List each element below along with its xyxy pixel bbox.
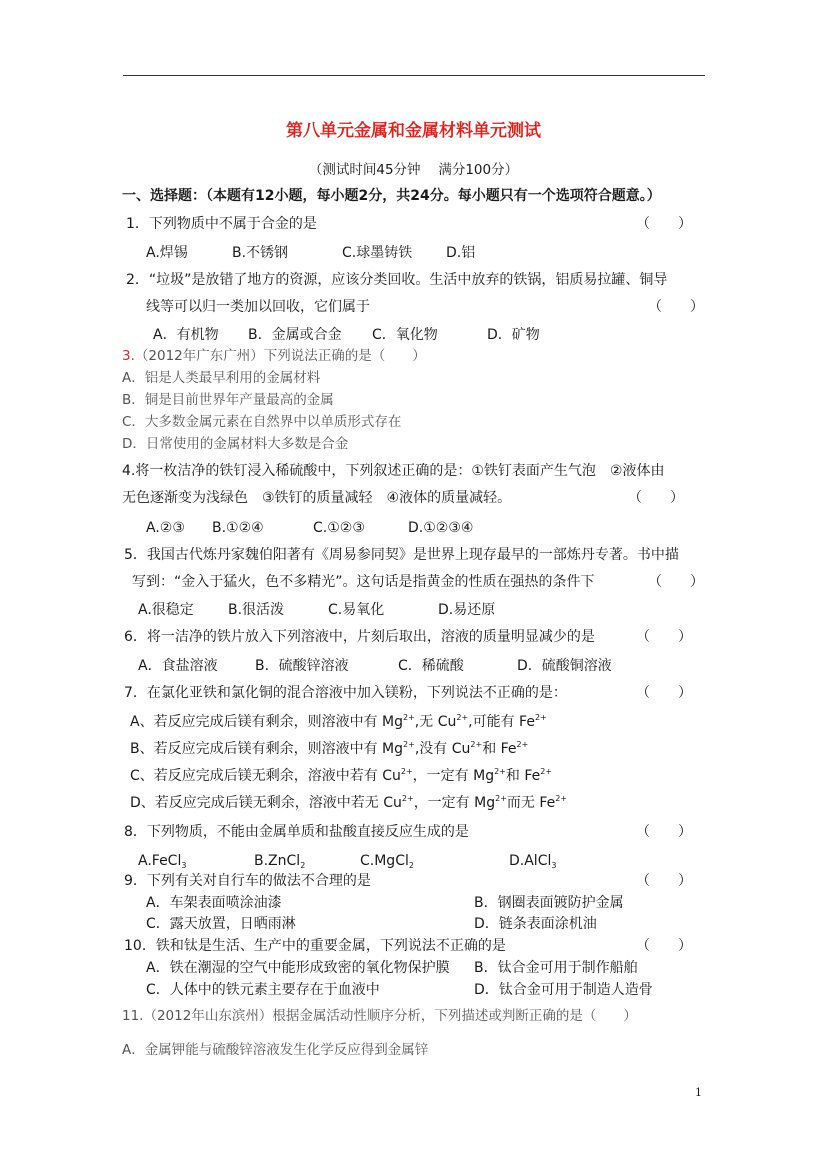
answer-paren: （ ） [636,873,692,889]
question-7-stem: 7．在氯化亚铁和氯化铜的混合溶液中加入镁粉，下列说法不正确的是： [124,685,567,701]
option-b: B.很活泼 [228,602,285,618]
answer-paren: （ ） [648,299,704,315]
option-text: ,无 Cu [414,714,457,730]
ion-charge: 2+ [494,767,506,776]
question-3-stem [122,346,426,366]
subscript: 2 [408,861,414,870]
option-text: 和 Fe [482,741,517,757]
ion-charge: 2+ [456,713,469,722]
answer-paren: （ ） [636,216,692,232]
option-text: ，一定有 Mg [413,795,496,811]
option-a [138,851,186,871]
ion-charge: 2+ [555,794,568,803]
option-text: B.ZnCl [254,853,301,869]
option-d: D．钛合金可用于制造人造骨 [474,982,653,998]
ion-charge: 2+ [540,767,553,776]
option-c: C．稀硫酸 [398,658,464,674]
option-d: D．日常使用的金属材料大多数是合金 [122,436,349,452]
question-2-stem-cont: 线等可以归一类加以回收，它们属于 [146,299,370,315]
option-text: 和 Fe [505,768,541,784]
option-a: A.②③ [146,520,185,536]
option-a: A．铁在潮湿的空气中能形成致密的氧化物保护膜 [146,960,450,976]
ion-charge: 2+ [400,767,413,776]
section-heading: 一、选择题：（本题有12小题，每小题2分，共24分。每小题只有一个选项符合题意。） [122,188,661,204]
option-c: C．露天放置，日晒雨淋 [146,916,296,932]
option-d: D．链条表面涂机油 [474,916,597,932]
answer-paren: （ ） [636,629,692,645]
option-b: B．铜是目前世界年产量最高的金属 [122,392,334,408]
option-a [130,712,547,732]
question-3-text: （2012年广东广州）下列说法正确的是（ ） [134,348,426,364]
question-2-stem: 2．“垃圾”是放错了地方的资源，应该分类回收。生活中放弃的铁锅，铝质易拉罐、铜导 [126,272,668,288]
option-c: C．大多数金属元素在自然界中以单质形式存在 [122,414,402,430]
answer-paren: （ ） [648,574,704,590]
ion-charge: 2+ [401,794,414,803]
question-9-stem: 9．下列有关对自行车的做法不合理的是 [124,873,371,889]
answer-paren: （ ） [628,490,684,506]
test-info: （测试时间45分钟 满分100分） [308,162,519,178]
option-b [254,851,305,871]
question-5-stem: 5．我国古代炼丹家魏伯阳著有《周易参同契》是世界上现存最早的一部炼丹专著。书中描 [124,547,679,563]
option-c: C．氧化物 [372,327,438,343]
option-text: C、若反应完成后镁无剩余，溶液中若有 Cu [130,768,401,784]
option-text: ,可能有 Fe [468,714,535,730]
answer-paren: （ ） [636,824,692,840]
option-b: B．金属或合金 [248,327,342,343]
option-d: D.易还原 [438,602,496,618]
option-text: A.FeCl [138,853,182,869]
header-rule [123,75,705,76]
option-b: B．硫酸锌溶液 [255,658,349,674]
option-a: A．金属钾能与硫酸锌溶液发生化学反应得到金属锌 [122,1042,429,1058]
option-a: A．食盐溶液 [138,658,218,674]
ion-charge: 2+ [516,740,529,749]
option-a: A．铝是人类最早利用的金属材料 [122,370,321,386]
question-8-stem: 8．下列物质，不能由金属单质和盐酸直接反应生成的是 [124,824,469,840]
question-1-stem: 1．下列物质中不属于合金的是 [126,216,317,232]
option-text: B、若反应完成后镁有剩余，则溶液中有 Mg [130,741,404,757]
ion-charge: 2+ [534,713,547,722]
option-text: ,没有 Cu [414,741,471,757]
question-10-stem: 10．铁和钛是生活、生产中的重要金属，下列说法不正确的是 [124,938,506,954]
page-title: 第八单元金属和金属材料单元测试 [286,121,541,141]
option-b: B.①②④ [212,520,264,536]
option-a: A．有机物 [153,327,219,343]
question-11-stem: 11.（2012年山东滨州）根据金属活动性顺序分析，下列描述或判断正确的是（ ） [122,1008,637,1024]
option-c: C.①②③ [313,520,365,536]
option-d [509,851,556,871]
option-b [130,739,528,759]
ion-charge: 2+ [403,740,415,749]
ion-charge: 2+ [495,794,507,803]
option-c [360,851,414,871]
option-text: D、若反应完成后镁无剩余，溶液中若无 Cu [130,795,402,811]
question-5-stem-cont: 写到：“金入于猛火，色不多精光”。这句话是指黄金的性质在强热的条件下 [132,574,595,590]
option-d: D．硫酸铜溶液 [517,658,612,674]
question-4-stem-cont: 无色逐渐变为浅绿色 ③铁钉的质量减轻 ④液体的质量减轻。 [122,490,512,506]
option-d: D.铝 [446,245,476,261]
option-b: B．钢圈表面镀防护金属 [474,895,624,911]
option-a: A.焊锡 [146,245,188,261]
option-text: C.MgCl [360,853,409,869]
option-text: D.AlCl [509,853,552,869]
option-c: C．人体中的铁元素主要存在于血液中 [146,982,380,998]
option-a: A.很稳定 [138,602,194,618]
answer-paren: （ ） [636,938,692,954]
option-c [130,766,552,786]
answer-paren: （ ） [636,685,692,701]
option-text: A、若反应完成后镁有剩余，则溶液中有 Mg [130,714,403,730]
option-text: ，一定有 Mg [412,768,495,784]
option-a: A．车架表面喷涂油漆 [146,895,282,911]
subscript: 3 [551,861,557,870]
subscript: 3 [181,861,187,870]
question-3-number: 3. [122,348,135,364]
ion-charge: 2+ [403,713,415,722]
option-d [130,793,567,813]
option-d: D.①②③④ [408,520,474,536]
ion-charge: 2+ [470,740,483,749]
question-6-stem: 6．将一洁净的铁片放入下列溶液中，片刻后取出，溶液的质量明显减少的是 [124,629,595,645]
option-b: B.不锈钢 [232,245,289,261]
page-number: 1 [695,1086,702,1099]
option-c: C.球墨铸铁 [342,245,413,261]
option-c: C.易氧化 [328,602,385,618]
option-text: 而无 Fe [506,795,556,811]
question-4-stem: 4.将一枚洁净的铁钉浸入稀硫酸中，下列叙述正确的是：①铁钉表面产生气泡 ②液体由 [122,463,665,479]
option-b: B．钛合金可用于制作船舶 [474,960,638,976]
subscript: 2 [300,861,306,870]
option-d: D．矿物 [487,327,540,343]
